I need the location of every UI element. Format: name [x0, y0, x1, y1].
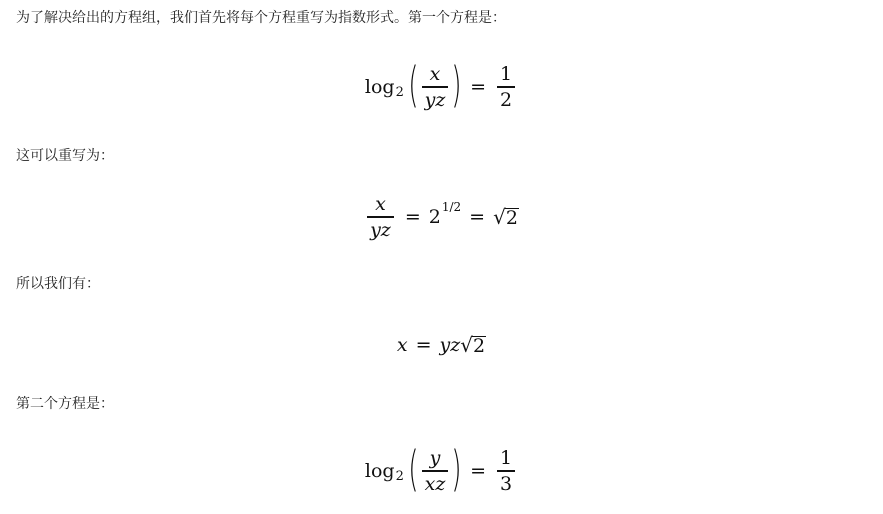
equals-sign: =: [415, 334, 432, 356]
equals-sign: =: [470, 76, 486, 98]
left-paren: (: [408, 441, 419, 497]
equals-sign: =: [469, 206, 486, 228]
equation-second: [0, 441, 883, 498]
fraction-y-over-xz: $\frac{y}{xz}$: [422, 448, 449, 493]
product-yz: yz: [439, 334, 461, 356]
equals-sign: =: [470, 460, 486, 482]
second-equation-paragraph: 第二个方程是：: [16, 396, 114, 412]
equation-first: [0, 57, 883, 114]
fraction-x-over-yz: $\frac{x}{yz}$: [422, 64, 449, 109]
fraction-x-over-yz: $\frac{x}{yz}$: [367, 194, 394, 239]
right-paren: ): [451, 57, 462, 113]
intro-paragraph: 为了解决给出的方程组，我们首先将每个方程重写为指数形式。第一个方程是：: [16, 10, 506, 26]
equation-exponential-form: [0, 192, 883, 242]
log-function: log $_2$: [364, 76, 404, 100]
fraction-one-third: $\frac{1}{3}$: [497, 448, 515, 493]
equation-x-solution: [0, 330, 883, 360]
square-root-two: √ 2: [493, 205, 518, 229]
log-function: log $_2$: [364, 460, 404, 484]
left-paren: (: [408, 57, 419, 113]
fraction-one-half: $\frac{1}{2}$: [497, 64, 515, 109]
power-two-half: 2 $^{1/2}$: [428, 200, 462, 228]
variable-x: x: [396, 334, 408, 356]
equals-sign: =: [404, 206, 421, 228]
square-root-two: √ 2: [460, 333, 486, 357]
rewrite-paragraph: 这可以重写为：: [16, 148, 114, 164]
right-paren: ): [451, 441, 462, 497]
result-paragraph: 所以我们有：: [16, 276, 100, 292]
